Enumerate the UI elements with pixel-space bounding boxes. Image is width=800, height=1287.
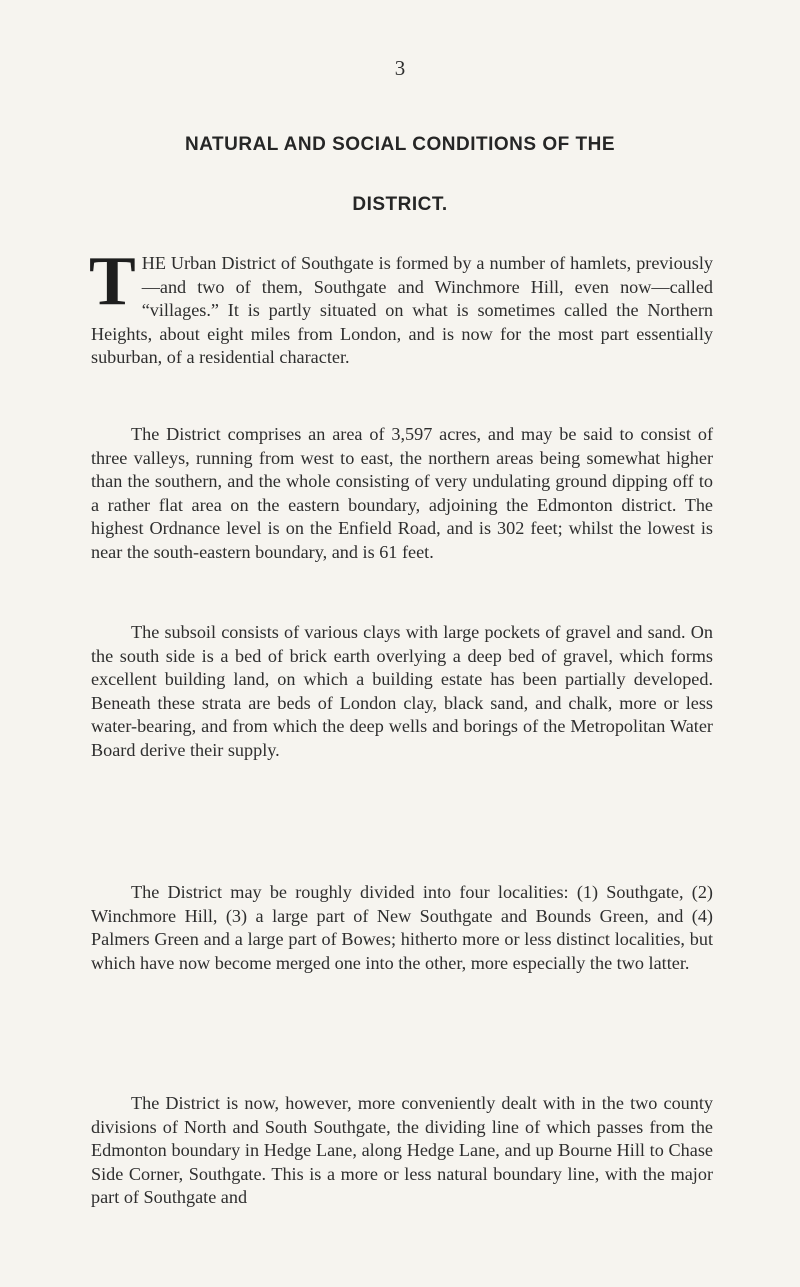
paragraph-subsoil: The subsoil consists of various clays with large pockets of gravel and sand. On the south side is a bed of brick earth overlying a deep bed of gravel, which forms excellent building land, on which a building estate has been partially developed. Beneath these strata are beds of London clay, black sand, and chalk, more or less water-bearing, and from which the deep wells and borings of the Metropolitan Water Board derive their supply. [91, 622, 713, 760]
paragraph-divisions: The District is now, however, more conveniently dealt with in the two county divisions of North and South Southgate, the dividing line of which passes from the Edmonton boundary in Hedge Lane, along Hedge Lane, and up Bourne Hill to Chase Side Corner, Southgate. This is a more or less natural boundary line, with the major part of Southgate and [91, 1093, 713, 1207]
drop-cap: T [89, 243, 136, 320]
paragraph-localities: The District may be roughly divided into four localities: (1) Southgate, (2) Winchmore Hill, (3) a large part of New Southgate and Bounds Green, and (4) Palmers Green and a large part of Bowes; hitherto more or less distinct localities, but which have now become merged one into the other, more especially the two latter. [91, 882, 713, 973]
section-heading: NATURAL AND SOCIAL CONDITIONS OF THE [184, 134, 616, 155]
page-number: 3 [394, 56, 406, 80]
paragraph-intro-text: HE Urban District of Southgate is formed by a number of hamlets, previously—and two of them, Southgate and Winchmore Hill, even now—called “villages.” It is partly situated on what is sometimes called the Northern Heights, about eight miles from London, and is now for the most part essentially suburban, of a residential character. [91, 253, 713, 367]
paragraph-area: The District comprises an area of 3,597 acres, and may be said to consist of three valleys, running from west to east, the northern areas being somewhat higher than the southern, and the whole consisting of very undulating ground dipping off to a rather flat area on the eastern boundary, adjoining the Edmonton district. The highest Ordnance level is on the Enfield Road, and is 302 feet; whilst the lowest is near the south-eastern boundary, and is 61 feet. [91, 424, 713, 562]
section-heading-continuation: DISTRICT. [352, 194, 448, 215]
paragraph-intro [89, 243, 713, 370]
